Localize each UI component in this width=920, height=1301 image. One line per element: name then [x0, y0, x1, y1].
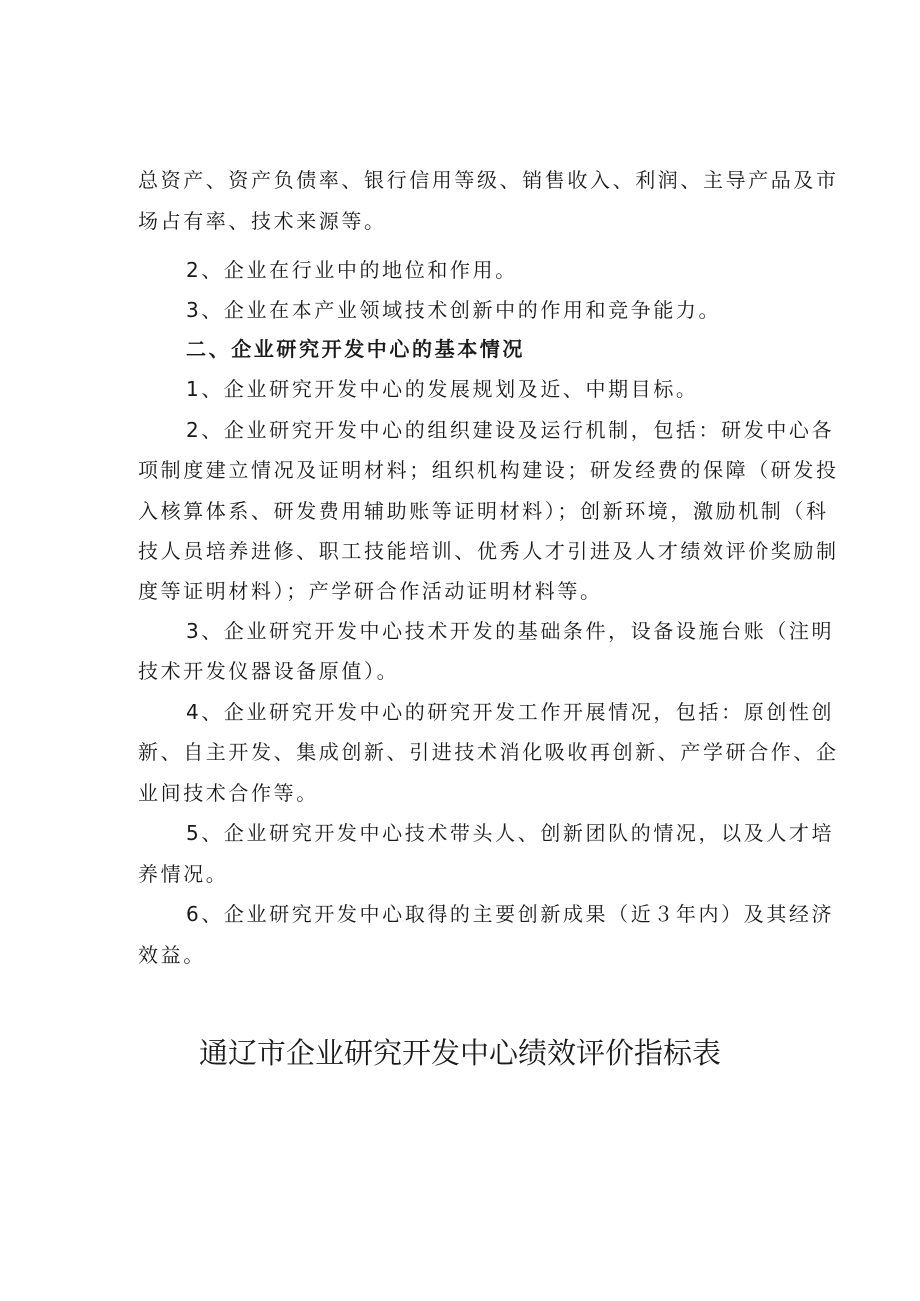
section-heading: 二、企业研究开发中心的基本情况 [186, 337, 525, 361]
paragraph-line: 2、企业研究开发中心的组织建设及运行机制，包括：研发中心各 [186, 418, 835, 442]
paragraph-line: 新、自主开发、集成创新、引进技术消化吸收再创新、产学研合作、企 [138, 740, 839, 764]
paragraph-line: 度等证明材料）；产学研合作活动证明材料等。 [138, 579, 603, 603]
paragraph-line: 效益。 [138, 943, 206, 967]
paragraph-line: 业间技术合作等。 [138, 781, 319, 805]
paragraph-line: 4、企业研究开发中心的研究开发工作开展情况，包括：原创性创 [186, 700, 835, 724]
paragraph-line: 1、企业研究开发中心的发展规划及近、中期目标。 [186, 377, 699, 401]
paragraph-line: 5、企业研究开发中心技术带头人、创新团队的情况，以及人才培 [186, 821, 835, 845]
paragraph-line: 总资产、资产负债率、银行信用等级、销售收入、利润、主导产品及市 [138, 168, 839, 192]
paragraph-line: 技术开发仪器设备原值）。 [138, 659, 400, 683]
paragraph-line: 技人员培养进修、职工技能培训、优秀人才引进及人才绩效评价奖励制 [138, 539, 839, 563]
paragraph-line: 养情况。 [138, 862, 229, 886]
paragraph-line: 2、企业在行业中的地位和作用。 [186, 258, 518, 282]
paragraph-line: 3、企业在本产业领域技术创新中的作用和竞争能力。 [186, 298, 722, 322]
paragraph-line: 项制度建立情况及证明材料；组织机构建设；研发经费的保障（研发投 [138, 458, 839, 482]
paragraph-line: 入核算体系、研发费用辅助账等证明材料）；创新环境，激励机制（科 [138, 499, 829, 523]
document-title: 通辽市企业研究开发中心绩效评价指标表 [198, 1036, 721, 1070]
paragraph-line: 场占有率、技术来源等。 [138, 209, 387, 233]
paragraph-line: 3、企业研究开发中心技术开发的基础条件，设备设施台账（注明 [186, 619, 835, 643]
paragraph-line: 6、企业研究开发中心取得的主要创新成果（近３年内）及其经济 [186, 902, 835, 926]
